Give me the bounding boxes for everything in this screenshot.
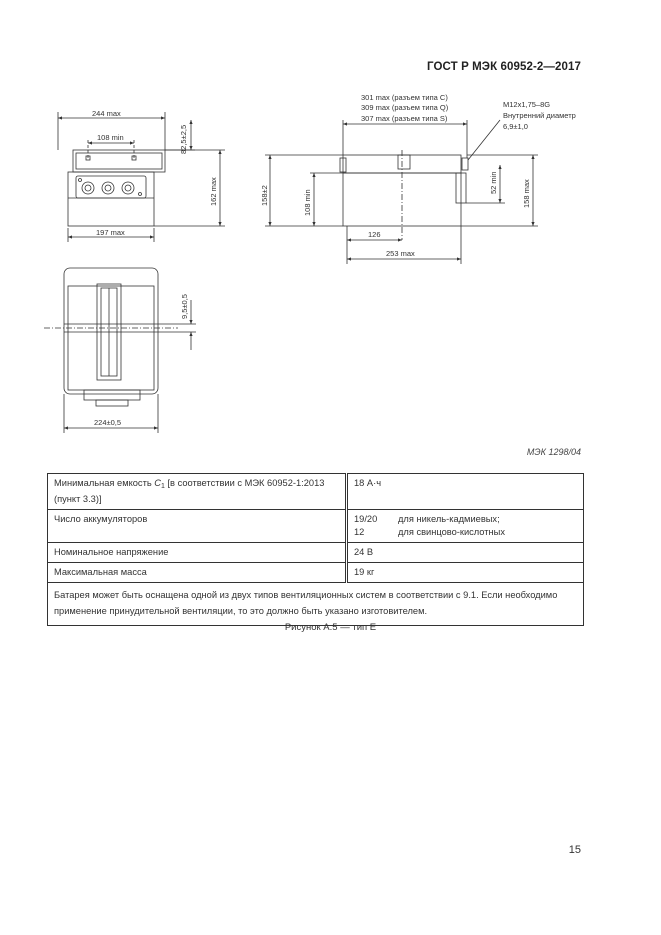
dim-309: 309 max (разъем типа Q) (361, 103, 449, 112)
cell-desc: для свинцово-кислотных (398, 527, 506, 537)
table-row (48, 543, 584, 563)
table-note: Батарея может быть оснащена одной из двух типов вентиляционных систем в соответствии с 9.1. Если необходимо применение принудительной вентиляции, то это должно быть указано изготовителем. (48, 583, 584, 626)
dim-52: 52 min (489, 171, 498, 194)
value-mass: 19 кг (347, 563, 584, 583)
value-voltage: 24 В (347, 543, 584, 563)
value-cells (347, 510, 584, 543)
param-capacity (48, 474, 347, 510)
dim-244: 244 max (92, 109, 121, 118)
cell-desc: для никель-кадмиевых; (398, 514, 500, 524)
dim-253: 253 max (386, 249, 415, 258)
table-row (48, 474, 584, 510)
table-row (48, 510, 584, 543)
front-view (58, 112, 225, 242)
dim-108-min: 108 min (303, 189, 312, 216)
param-subscript: 1 (160, 483, 165, 490)
page-number: 15 (568, 844, 581, 856)
dim-158-2: 158±2 (260, 185, 269, 206)
spec-table (47, 473, 584, 626)
dim-158-max: 158 max (522, 179, 531, 208)
dim-82-5: 82,5±2,5 (179, 124, 188, 154)
dim-197: 197 max (96, 228, 125, 237)
dim-126: 126 (368, 230, 381, 239)
param-voltage: Номинальное напряжение (48, 543, 347, 563)
technical-drawing (0, 0, 661, 440)
inner-diameter-value: 6,9±1,0 (503, 122, 528, 131)
top-view (44, 268, 196, 433)
param-mass: Максимальная масса (48, 563, 347, 583)
cell-count: 12 (354, 527, 365, 537)
dim-108: 108 min (97, 133, 124, 142)
figure-caption: Рисунок А.5 — тип Е (284, 622, 377, 633)
param-text-suffix: [в соответствии с МЭК 60952-1:2013 (пункт 3.3)] (54, 478, 325, 504)
document-header: ГОСТ Р МЭК 60952-2—2017 (427, 61, 581, 73)
cell-count: 19/20 (354, 514, 378, 524)
table-row (48, 583, 584, 626)
figure-code: МЭК 1298/04 (526, 447, 581, 457)
table-row (48, 563, 584, 583)
dim-9-5: 9,5±0,5 (180, 294, 189, 319)
inner-diameter-label: Внутренний диаметр (503, 111, 576, 120)
dim-301: 301 max (разъем типа С) (361, 93, 448, 102)
param-cells: Число аккумуляторов (48, 510, 347, 543)
dim-307: 307 max (разъем типа S) (361, 114, 448, 123)
param-symbol: C (154, 478, 161, 488)
dim-162: 162 max (209, 177, 218, 206)
thread-label: M12x1,75–8G (503, 100, 551, 109)
value-capacity: 18 А·ч (347, 474, 584, 510)
param-text: Минимальная емкость (54, 478, 155, 488)
dim-224: 224±0,5 (94, 418, 122, 427)
